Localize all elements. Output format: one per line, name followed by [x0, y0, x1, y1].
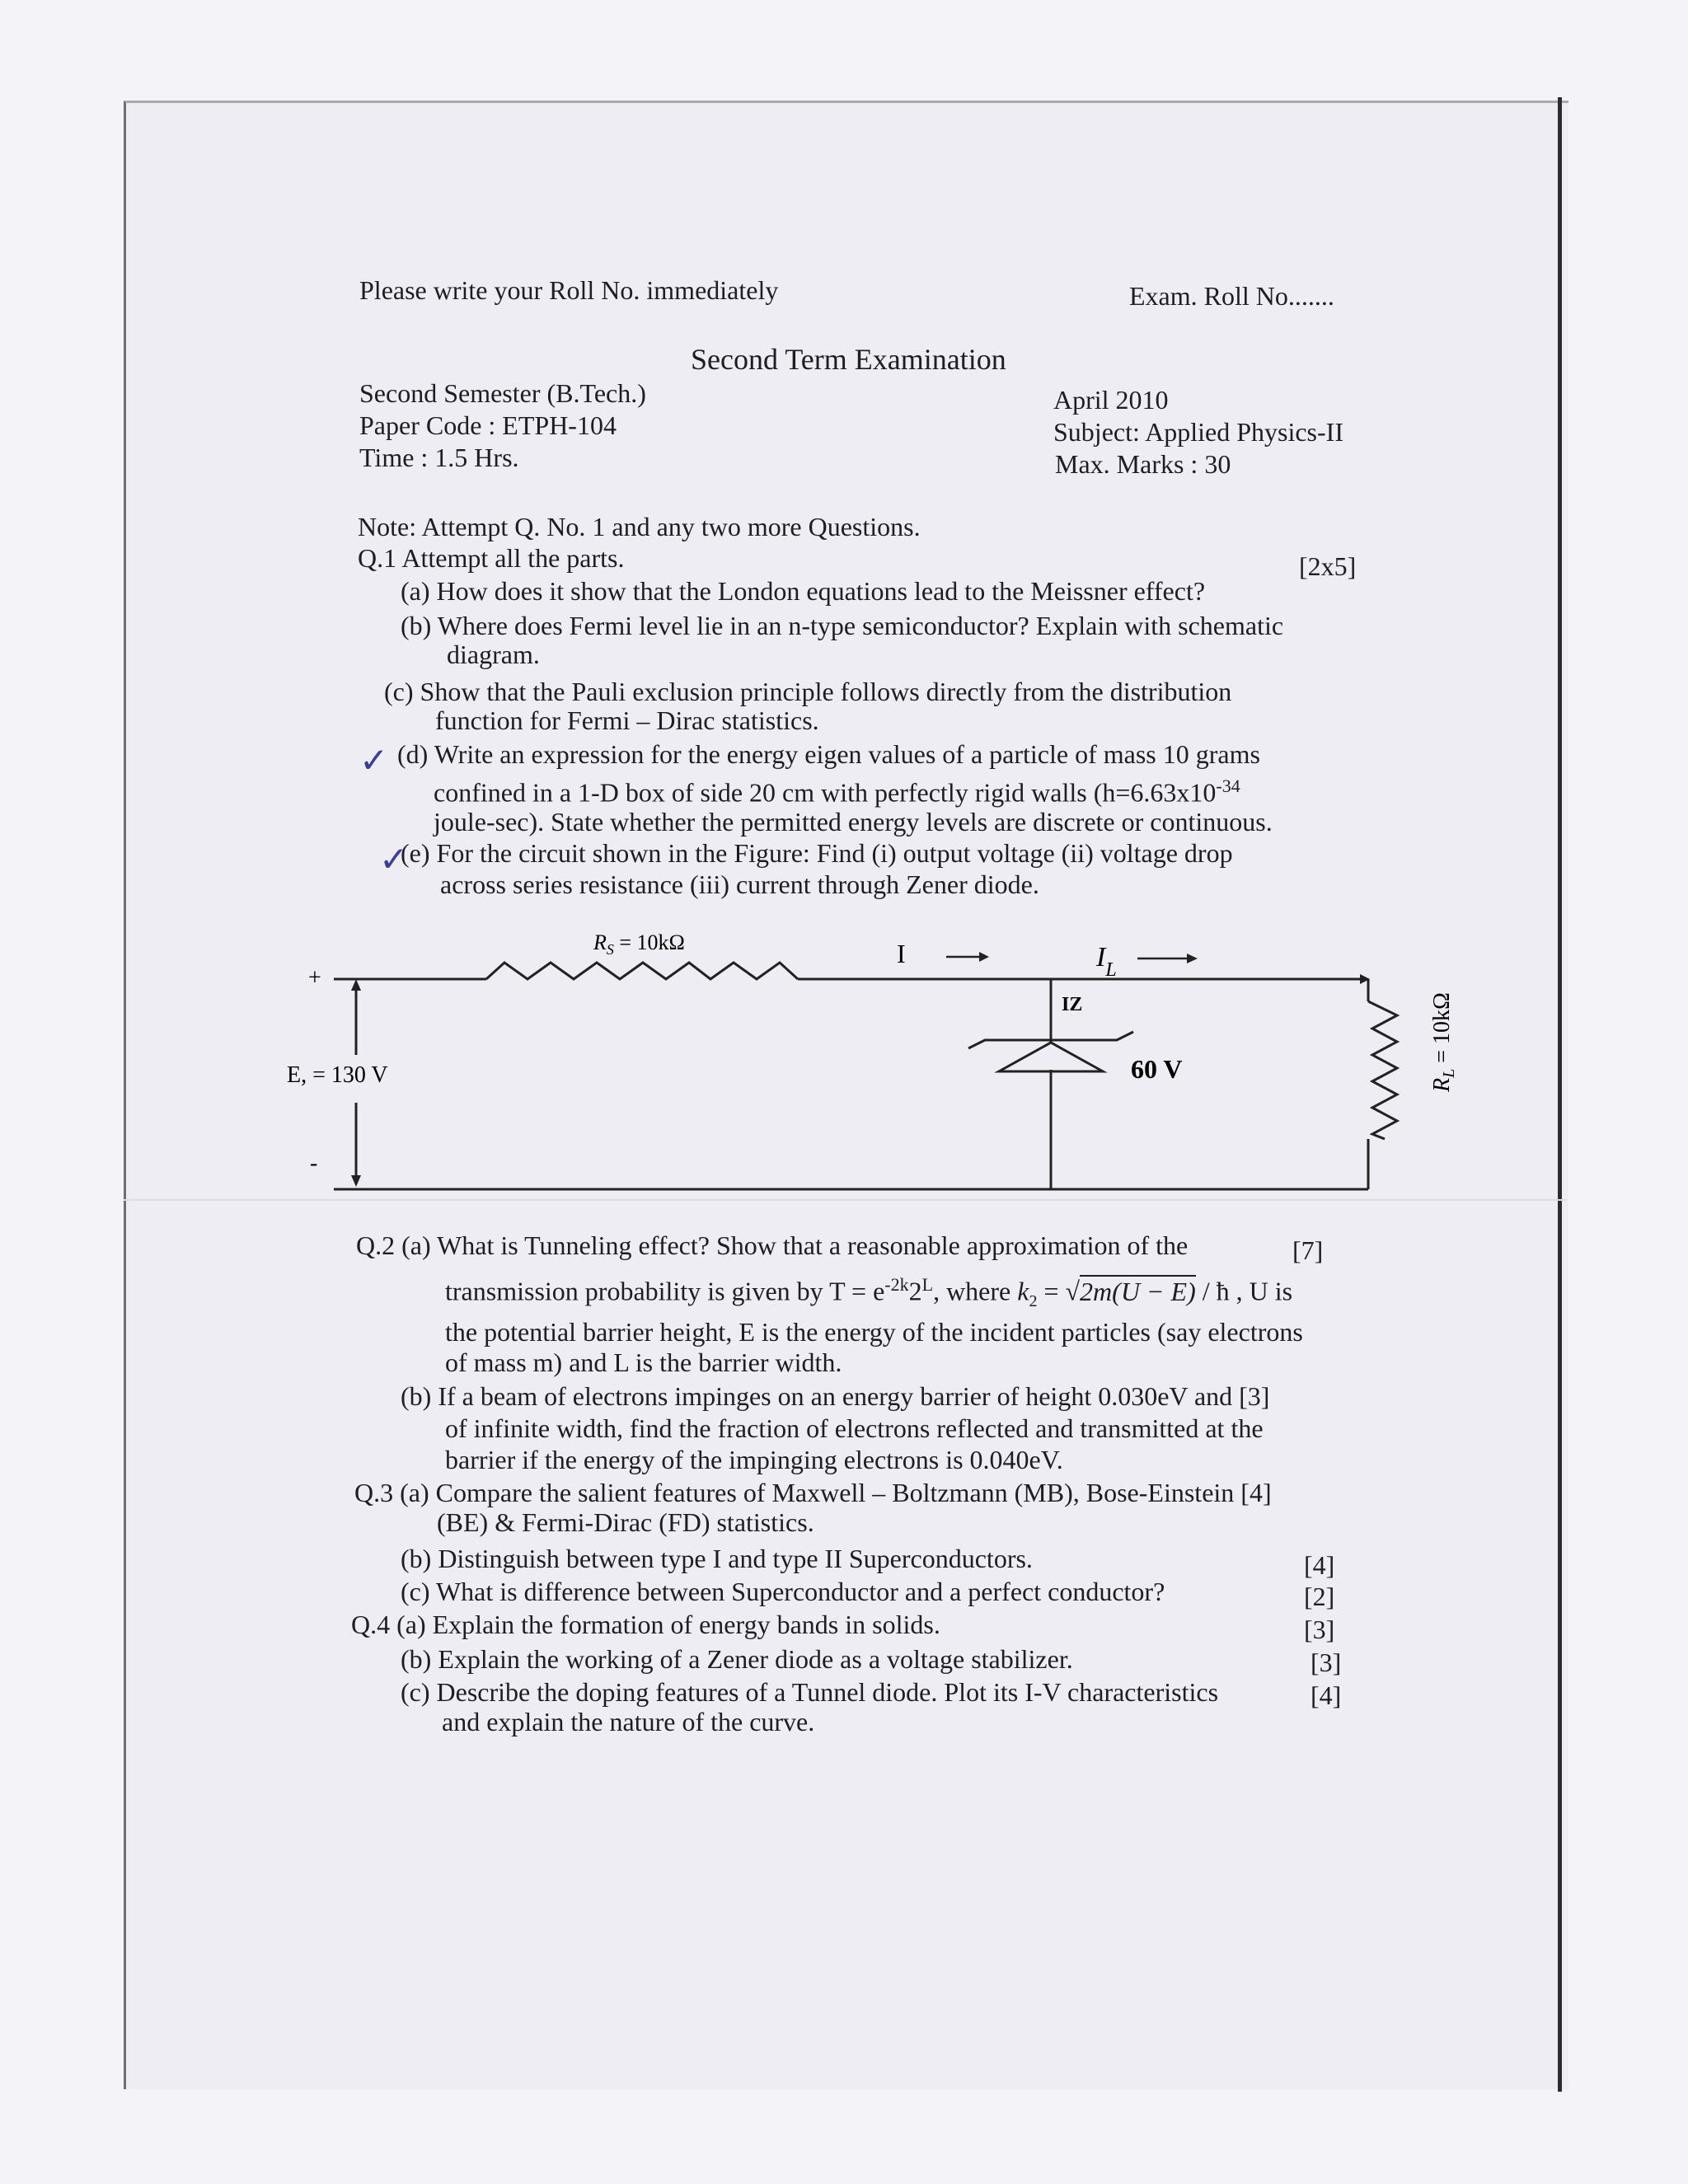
sqrt-icon: √	[1065, 1276, 1081, 1306]
q1-title: Q.1 Attempt all the parts.	[358, 543, 625, 573]
q1-b-line2: diagram.	[447, 640, 540, 669]
q1-b-line1: (b) Where does Fermi level lie in an n-type semiconductor? Explain with schematic	[401, 611, 1284, 640]
current-iz-label: IZ	[1062, 994, 1083, 1015]
q2-a-line2-text: transmission probability is given by T = e	[445, 1276, 885, 1306]
rl-label: $R_L = 10k\Omega$	[1429, 992, 1458, 1092]
scan-edge	[1558, 97, 1562, 2092]
q4-a: Q.4 (a) Explain the formation of energy bands in solids.	[351, 1610, 940, 1639]
q2-a-line4: of mass m) and L is the barrier width.	[445, 1347, 842, 1377]
current-il-label: $I_L$	[1096, 942, 1117, 981]
source-voltage-label: E, = 130 V	[287, 1062, 388, 1088]
q1-marks: [2x5]	[1299, 551, 1357, 581]
formula-equals: =	[1037, 1276, 1066, 1306]
q4-b-marks: [3]	[1311, 1647, 1342, 1677]
exam-title: Second Term Examination	[691, 343, 1006, 376]
q2-b-line1: (b) If a beam of electrons impinges on an energy barrier of height 0.030eV and [3]	[401, 1381, 1270, 1411]
paper-code: Paper Code : ETPH-104	[359, 410, 617, 440]
q2-exponent-mid: 2	[908, 1276, 922, 1306]
q2-a-line3: the potential barrier height, E is the energy of the incident particles (say electrons	[445, 1317, 1303, 1347]
zener-diode	[999, 1043, 1103, 1071]
q3-b-marks: [4]	[1304, 1550, 1335, 1580]
note: Note: Attempt Q. No. 1 and any two more Questions.	[358, 512, 921, 541]
q4-c-line2: and explain the nature of the curve.	[442, 1707, 815, 1736]
exam-date: April 2010	[1053, 385, 1169, 415]
q2-b-line3: barrier if the energy of the impinging electrons is 0.040eV.	[445, 1445, 1063, 1474]
q4-a-marks: [3]	[1304, 1615, 1335, 1644]
zener-voltage-label: 60 V	[1131, 1054, 1183, 1084]
q2-a-marks: [7]	[1292, 1235, 1324, 1265]
q1-c-line1: (c) Show that the Pauli exclusion principle follows directly from the distribution	[384, 677, 1232, 706]
minus-terminal: -	[310, 1151, 318, 1176]
rs-label: $R_S = 10k\Omega$	[593, 930, 685, 958]
formula-root: 2m(U − E)	[1080, 1276, 1196, 1306]
q3-a-line2: (BE) & Fermi-Dirac (FD) statistics.	[437, 1507, 814, 1537]
formula-k: k	[1017, 1276, 1029, 1306]
q2-where: , where	[933, 1276, 1018, 1306]
q4-b: (b) Explain the working of a Zener diode as a voltage stabilizer.	[401, 1644, 1073, 1674]
roll-no-instruction: Please write your Roll No. immediately	[359, 275, 779, 305]
q1-a: (a) How does it show that the London equations lead to the Meissner effect?	[401, 576, 1206, 606]
q1-d-line1: (d) Write an expression for the energy eigen values of a particle of mass 10 grams	[397, 739, 1260, 769]
exam-roll-no: Exam. Roll No.......	[1129, 281, 1334, 311]
q1-d-line3: joule-sec). State whether the permitted energy levels are discrete or continuous.	[434, 807, 1273, 837]
q3-b: (b) Distinguish between type I and type II Superconductors.	[401, 1544, 1033, 1573]
q4-c-marks: [4]	[1311, 1680, 1342, 1710]
q3-a-line1: Q.3 (a) Compare the salient features of Maxwell – Boltzmann (MB), Bose-Einstein [4]	[354, 1478, 1272, 1507]
formula-sub: 2	[1029, 1292, 1038, 1311]
formula-tail: / ħ , U is	[1195, 1276, 1293, 1306]
subject: Subject: Applied Physics-II	[1053, 417, 1343, 447]
q2-exponent: -2k	[884, 1274, 909, 1295]
q1-d-line2	[434, 771, 1240, 808]
q3-c-marks: [2]	[1304, 1582, 1335, 1611]
q1-d-line2-text: confined in a 1-D box of side 20 cm with perfectly rigid walls (h=6.63x10	[434, 777, 1217, 808]
q2-a-line2	[445, 1269, 1292, 1317]
q4-c-line1: (c) Describe the doping features of a Tunnel diode. Plot its I-V characteristics	[401, 1677, 1219, 1707]
q2-a-line1: Q.2 (a) What is Tunneling effect? Show that a reasonable approximation of the	[356, 1230, 1189, 1260]
checkmark-icon: ✓	[379, 839, 409, 879]
q1-e-line2: across series resistance (iii) current through Zener diode.	[440, 869, 1039, 899]
q1-e-line1: (e) For the circuit shown in the Figure: Find (i) output voltage (ii) voltage drop	[401, 838, 1233, 868]
q1-c-line2: function for Fermi – Dirac statistics.	[435, 705, 819, 735]
q1-d-exponent: -34	[1216, 776, 1240, 796]
semester: Second Semester (B.Tech.)	[359, 378, 646, 408]
current-i-label: I	[897, 939, 906, 968]
exam-time: Time : 1.5 Hrs.	[359, 443, 519, 472]
checkmark-icon: ✓	[359, 740, 389, 780]
q2-exponent-2: L	[921, 1274, 934, 1295]
q3-c: (c) What is difference between Superconductor and a perfect conductor?	[401, 1577, 1165, 1606]
q2-b-line2: of infinite width, find the fraction of electrons reflected and transmitted at the	[445, 1413, 1264, 1443]
zener-circuit-diagram	[272, 923, 1467, 1212]
max-marks: Max. Marks : 30	[1055, 449, 1231, 479]
plus-terminal: +	[308, 965, 321, 991]
